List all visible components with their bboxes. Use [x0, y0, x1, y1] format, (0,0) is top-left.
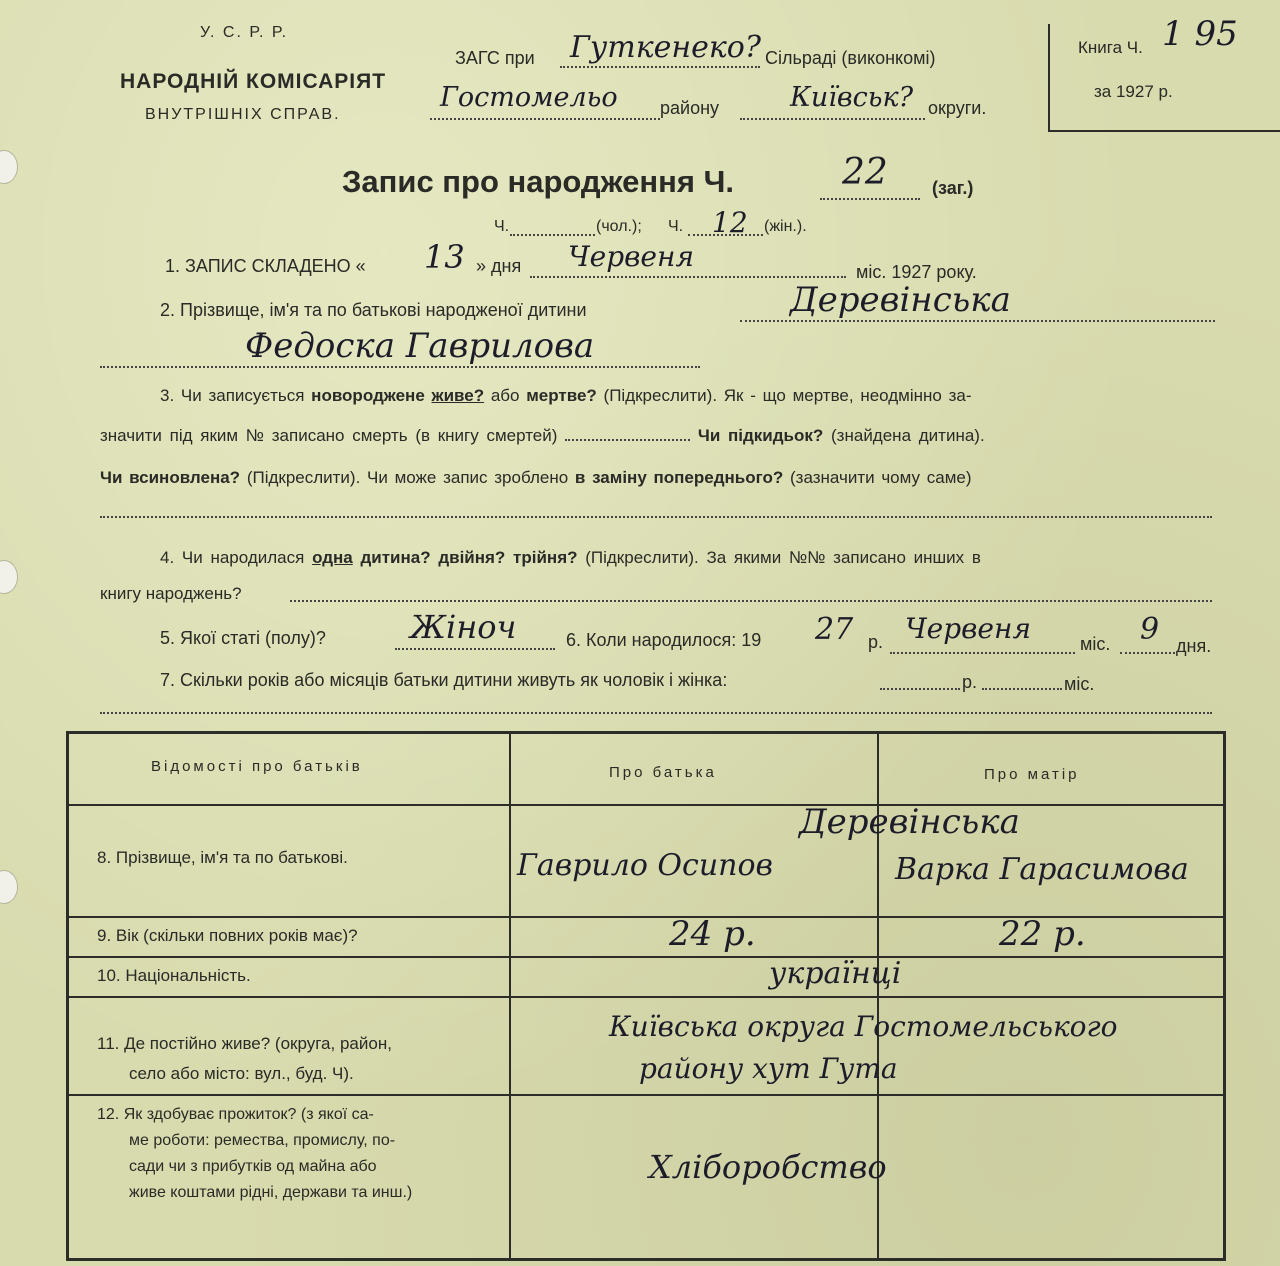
- q6-day-handwritten: 9: [1140, 612, 1160, 647]
- q6-month-suffix: міс.: [1080, 634, 1111, 654]
- q3-option-newborn: новороджене: [311, 386, 425, 405]
- q3-text: 3. Чи записується: [160, 386, 305, 405]
- q7-months-line: [982, 688, 1062, 690]
- female-count-line: [688, 234, 763, 236]
- book-number-handwritten: 1 95: [1162, 14, 1238, 54]
- header-parents-info: Відомості про батьків: [151, 758, 363, 775]
- book-label: Книга Ч.: [1078, 38, 1143, 57]
- binder-hole: [0, 150, 18, 184]
- q3-option-dead: мертве?: [526, 386, 597, 405]
- village-handwritten: Гуткенеко?: [570, 30, 761, 65]
- q7-years-suffix: р.: [962, 672, 978, 692]
- q7-label: 7. Скільки років або місяців батьки дитини живуть як чоловік і жінка:: [160, 670, 728, 690]
- q4-answer-line: [290, 600, 1212, 602]
- q3-adopted: Чи всиновлена?: [100, 468, 241, 487]
- okruh-suffix: округи.: [928, 98, 987, 118]
- q1-label: 1. ЗАПИС СКЛАДЕНО «: [165, 256, 366, 276]
- row12-label-line1: 12. Як здобуває прожиток? (з якої са-: [97, 1106, 374, 1123]
- book-year-label: за 1927 р.: [1094, 82, 1173, 101]
- row12-occupation-handwritten: Хліборобство: [649, 1148, 887, 1186]
- q3-text: (Підкреслити). Чи може запис зроблено: [246, 468, 569, 487]
- row8-mother-handwritten: Варка Гарасимова: [895, 852, 1189, 887]
- q6-month-line: [890, 652, 1075, 654]
- male-count-label: (чол.);: [596, 218, 642, 235]
- q7-underline: [100, 712, 1212, 714]
- village-suffix: Сільраді (виконкомі): [765, 48, 936, 68]
- q7-months-suffix: міс.: [1064, 674, 1095, 694]
- q5-sex-handwritten: Жіноч: [410, 608, 517, 646]
- q2-label: 2. Прізвище, ім'я та по батькові народженої дитини: [160, 300, 587, 320]
- male-count-line: [510, 234, 595, 236]
- q3-option-alive: живе?: [431, 386, 485, 405]
- q6-label: 6. Коли народилося: 19: [566, 630, 762, 650]
- q3-replacement: в заміну попереднього?: [574, 468, 784, 487]
- q3-text: значити під яким № записано смерть (в книгу смертей): [100, 426, 558, 445]
- q4-text: (Підкреслити). За якими №№ записано инших в: [585, 548, 981, 567]
- row11-address-line2-handwritten: району хут Гута: [639, 1052, 898, 1085]
- table-row-divider: [69, 804, 1223, 806]
- zags-prefix: ЗАГС при: [455, 48, 535, 68]
- q1-day-suffix: » дня: [476, 256, 522, 276]
- record-title-suffix: (заг.): [932, 178, 974, 198]
- q5-sex-line: [395, 648, 555, 650]
- q4-line2: книгу народжень?: [100, 584, 242, 603]
- q2-surname-handwritten: Деревінська: [790, 280, 1011, 320]
- q3-answer-line: [100, 516, 1212, 518]
- q7-years-line: [880, 688, 960, 690]
- q5-label: 5. Якої статі (полу)?: [160, 628, 326, 648]
- row11-label-line2: село або місто: вул., буд. Ч).: [129, 1064, 354, 1083]
- row12-label-line4: живе коштами рідні, держави та инш.): [129, 1184, 413, 1201]
- header-mother: Про матір: [984, 766, 1080, 783]
- okruh-fill-line: [740, 118, 925, 120]
- district-fill-line: [430, 118, 660, 120]
- row9-label: 9. Вік (скільки повних років має)?: [97, 926, 358, 945]
- q3-text: (зазначити чому саме): [789, 468, 972, 487]
- q3-text: або: [490, 386, 520, 405]
- male-count-prefix: Ч.: [494, 218, 510, 235]
- row12-label-line2: ме роботи: ремества, промислу, по-: [129, 1132, 396, 1149]
- female-count-prefix: Ч.: [668, 218, 684, 235]
- q4-text: 4. Чи народилася: [160, 548, 305, 567]
- q4-options: дитина? двійня? трійня?: [360, 548, 578, 567]
- row8-label: 8. Прізвище, ім'я та по батькові.: [97, 848, 348, 867]
- ministry-title: НАРОДНІЙ КОМІСАРІЯТ: [120, 70, 387, 93]
- republic-label: У. С. Р. Р.: [200, 24, 289, 41]
- q1-year-text: міс. 1927 року.: [856, 262, 977, 282]
- q3-text: (Підкреслити). Як - що мертве, неодмінно за-: [603, 386, 972, 405]
- header-father: Про батька: [609, 764, 717, 781]
- row12-label-line3: сади чи з прибутків од майна або: [129, 1158, 377, 1175]
- district-suffix: району: [660, 98, 720, 118]
- q2-name-line: [100, 366, 700, 368]
- row10-nationality-handwritten: українці: [769, 956, 902, 991]
- q1-month-handwritten: Червеня: [568, 240, 694, 273]
- female-count-label: (жін.).: [764, 218, 807, 235]
- row11-label-line1: 11. Де постійно живе? (округа, район,: [97, 1034, 392, 1053]
- q6-month-handwritten: Червеня: [905, 612, 1031, 645]
- q3-line1: [160, 386, 972, 406]
- q6-day-line: [1120, 652, 1175, 654]
- binder-hole: [0, 560, 18, 594]
- record-title: Запис про народження Ч.: [342, 164, 734, 199]
- q4-line1: [160, 548, 981, 568]
- village-fill-line: [560, 66, 760, 68]
- q1-month-line: [530, 276, 846, 278]
- q3-foundling: Чи підкидьок?: [697, 426, 824, 445]
- row9-mother-handwritten: 22 р.: [999, 914, 1086, 954]
- ministry-subtitle: ВНУТРІШНІХ СПРАВ.: [145, 106, 341, 123]
- q2-name-handwritten: Федоска Гаврилова: [245, 326, 595, 366]
- table-row-divider: [69, 996, 1223, 998]
- female-count-handwritten: 12: [712, 206, 748, 239]
- table-row-divider: [69, 956, 1223, 958]
- q1-day-handwritten: 13: [424, 238, 465, 276]
- q6-year-suffix: р.: [868, 632, 884, 652]
- q6-day-suffix: дня.: [1176, 636, 1212, 656]
- parents-table: [66, 731, 1226, 1261]
- row10-label: 10. Національність.: [97, 966, 251, 985]
- row11-address-line1-handwritten: Київська округа Гостомельського: [609, 1010, 1118, 1043]
- binder-hole: [0, 870, 18, 904]
- row9-father-handwritten: 24 р.: [669, 914, 756, 954]
- record-number-handwritten: 22: [842, 152, 888, 193]
- row8-father-handwritten: Гаврило Осипов: [517, 848, 773, 883]
- q4-option-single: одна: [312, 548, 353, 567]
- q3-line2: [100, 426, 985, 446]
- table-row-divider: [69, 1094, 1223, 1096]
- q2-surname-line: [740, 320, 1215, 322]
- q3-line3: [100, 468, 972, 488]
- row8-surname-handwritten: Деревінська: [799, 802, 1020, 842]
- district-handwritten: Гостомельо: [440, 82, 618, 113]
- q3-text: (знайдена дитина).: [831, 426, 985, 445]
- record-number-line: [820, 198, 920, 200]
- okruh-handwritten: Київськ?: [790, 82, 914, 113]
- q6-year-handwritten: 27: [815, 612, 854, 647]
